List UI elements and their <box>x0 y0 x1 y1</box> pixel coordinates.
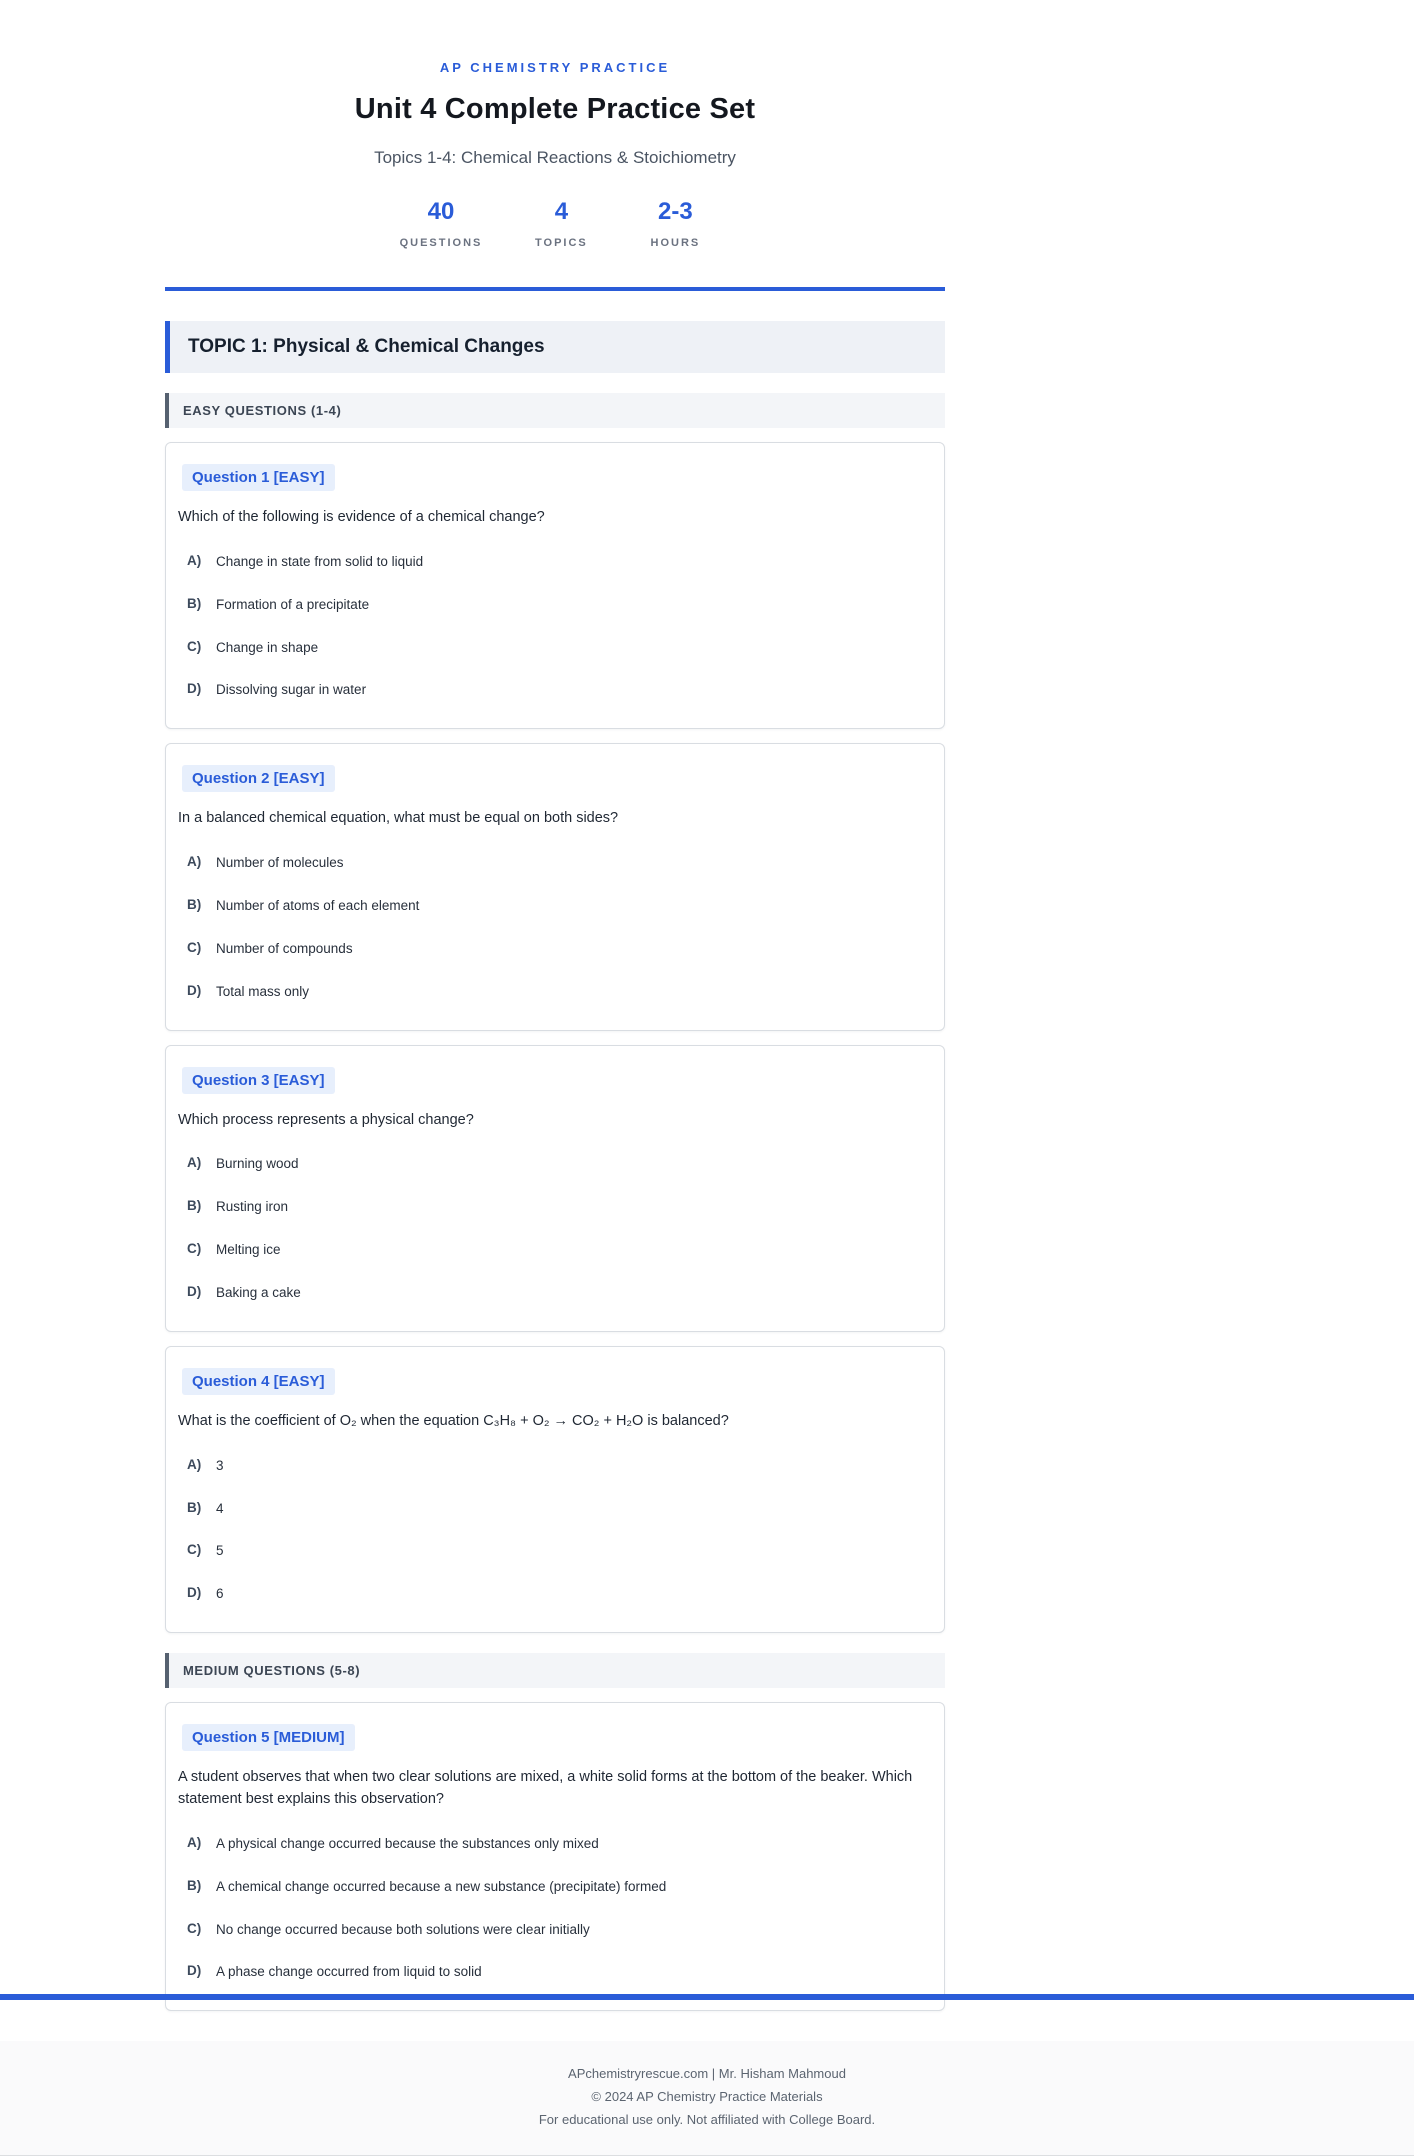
option-row <box>178 1500 928 1519</box>
option-letter: C) <box>187 1542 202 1558</box>
question-text: In a balanced chemical equation, what must be equal on both sides? <box>178 810 619 827</box>
option-row <box>178 1585 928 1604</box>
topic-1-header: TOPIC 1: Physical & Chemical Changes <box>165 321 945 373</box>
question-text: What is the coefficient of O₂ when the equation C₃H₈ + O₂ → CO₂ + H₂O is balanced? <box>178 1412 729 1429</box>
option-text: Total mass only <box>216 983 310 999</box>
question-badge: Question 4 [EASY] <box>182 1368 335 1395</box>
document-header <box>165 0 945 291</box>
option-row <box>178 897 928 916</box>
section-header-easy: EASY QUESTIONS (1-4) <box>165 393 945 428</box>
option-letter: B) <box>187 1499 202 1515</box>
stat-value: 40 <box>427 198 455 225</box>
option-letter: D) <box>187 982 202 998</box>
option-letter: D) <box>187 681 202 697</box>
question-badge: Question 3 [EASY] <box>182 1067 335 1094</box>
option-row <box>178 1878 928 1897</box>
question-card-3 <box>165 1045 945 1332</box>
page-subtitle: Topics 1-4: Chemical Reactions & Stoichiometry <box>374 148 736 167</box>
option-letter: B) <box>187 896 202 912</box>
question-card-2 <box>165 743 945 1030</box>
option-text: No change occurred because both solutions were clear initially <box>216 1921 590 1937</box>
option-letter: D) <box>187 1284 202 1300</box>
page-footer <box>0 2041 1414 2156</box>
option-row <box>178 1241 928 1260</box>
option-row <box>178 1284 928 1303</box>
option-row <box>178 940 928 959</box>
option-text: Rusting iron <box>216 1199 289 1215</box>
option-text: 3 <box>216 1457 224 1473</box>
section-header-medium: MEDIUM QUESTIONS (5-8) <box>165 1653 945 1688</box>
question-text: A student observes that when two clear solutions are mixed, a white solid forms at the bottom of the beaker. Which statement best explains this observation? <box>178 1769 913 1807</box>
bottom-accent-bar <box>0 1994 1414 2000</box>
option-letter: A) <box>187 1834 202 1850</box>
option-row <box>178 1198 928 1217</box>
options-list <box>178 1835 928 1983</box>
option-text: Number of compounds <box>216 940 353 956</box>
stat-value: 2-3 <box>658 198 693 225</box>
option-letter: A) <box>187 552 202 568</box>
stat-label: QUESTIONS <box>399 237 483 249</box>
option-text: A physical change occurred because the substances only mixed <box>216 1835 599 1851</box>
option-row <box>178 983 928 1002</box>
option-row <box>178 1835 928 1854</box>
header-divider <box>165 287 945 291</box>
header-eyebrow: AP CHEMISTRY PRACTICE <box>439 60 671 75</box>
option-letter: D) <box>187 1585 202 1601</box>
option-row <box>178 1155 928 1174</box>
option-letter: A) <box>187 1456 202 1472</box>
question-text: Which process represents a physical change? <box>178 1111 474 1128</box>
option-text: Number of molecules <box>216 855 344 871</box>
option-text: Melting ice <box>216 1242 281 1258</box>
option-text: Formation of a precipitate <box>216 596 370 612</box>
option-row <box>178 1963 928 1982</box>
option-row <box>178 681 928 700</box>
stat-questions <box>400 198 483 249</box>
option-text: 6 <box>216 1586 224 1602</box>
option-letter: B) <box>187 1198 202 1214</box>
stats-row <box>165 198 945 249</box>
option-row <box>178 1921 928 1940</box>
option-letter: D) <box>187 1963 202 1979</box>
option-text: Burning wood <box>216 1156 299 1172</box>
option-row <box>178 639 928 658</box>
option-letter: B) <box>187 1877 202 1893</box>
option-text: 4 <box>216 1500 224 1516</box>
question-card-1 <box>165 442 945 729</box>
option-row <box>178 596 928 615</box>
option-text: A phase change occurred from liquid to solid <box>216 1964 482 1980</box>
question-badge: Question 2 [EASY] <box>182 765 335 792</box>
option-row <box>178 553 928 572</box>
stat-label: TOPICS <box>535 237 588 249</box>
stat-value: 4 <box>554 198 569 225</box>
options-list <box>178 1155 928 1303</box>
option-row <box>178 1457 928 1476</box>
option-text: Baking a cake <box>216 1285 301 1301</box>
stat-label: HOURS <box>650 237 701 249</box>
page-title: Unit 4 Complete Practice Set <box>354 93 756 125</box>
option-letter: C) <box>187 939 202 955</box>
option-text: Change in state from solid to liquid <box>216 553 424 569</box>
option-text: 5 <box>216 1543 224 1559</box>
option-row <box>178 1542 928 1561</box>
option-letter: C) <box>187 1920 202 1936</box>
option-text: Dissolving sugar in water <box>216 682 367 698</box>
option-letter: A) <box>187 1155 202 1171</box>
option-text: Change in shape <box>216 639 319 655</box>
footer-copyright: © 2024 AP Chemistry Practice Materials <box>591 2089 823 2105</box>
option-text: Number of atoms of each element <box>216 897 420 913</box>
options-list <box>178 1457 928 1605</box>
question-badge: Question 1 [EASY] <box>182 464 335 491</box>
stat-hours <box>640 198 710 249</box>
option-letter: C) <box>187 638 202 654</box>
option-text: A chemical change occurred because a new substance (precipitate) formed <box>216 1878 667 1894</box>
question-card-4 <box>165 1346 945 1633</box>
footer-site-author: APchemistryrescue.com | Mr. Hisham Mahmoud <box>568 2066 846 2082</box>
question-badge: Question 5 [MEDIUM] <box>182 1724 355 1751</box>
question-text: Which of the following is evidence of a chemical change? <box>178 509 545 525</box>
footer-disclaimer: For educational use only. Not affiliated with College Board. <box>538 2112 876 2128</box>
option-letter: B) <box>187 595 202 611</box>
question-card-5 <box>165 1702 945 2011</box>
option-row <box>178 854 928 873</box>
options-list <box>178 854 928 1002</box>
option-letter: C) <box>187 1241 202 1257</box>
stat-topics <box>526 198 596 249</box>
options-list <box>178 553 928 701</box>
option-letter: A) <box>187 854 202 870</box>
